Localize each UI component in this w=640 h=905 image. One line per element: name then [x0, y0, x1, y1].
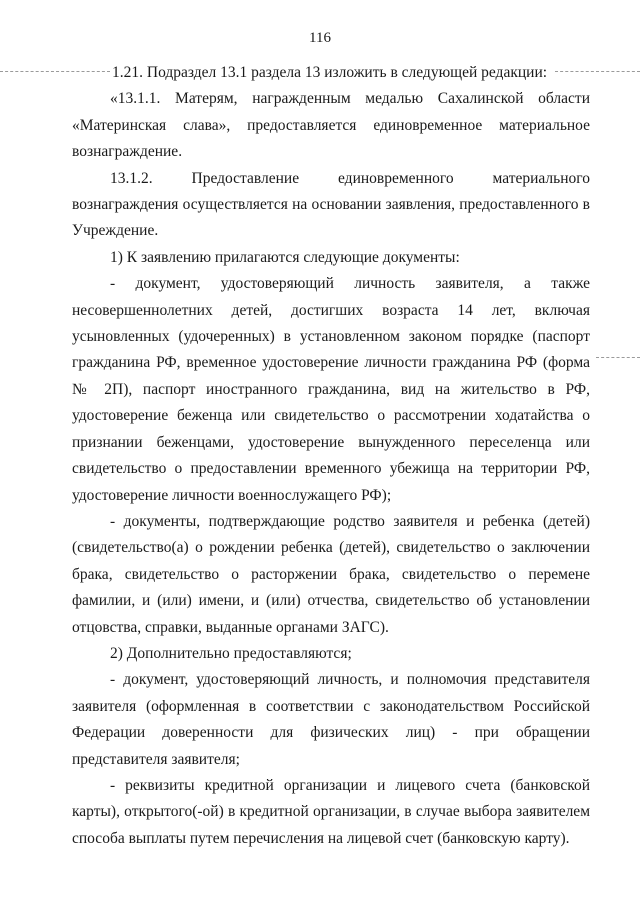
- paragraph-identity-documents: - документ, удостоверяющий личность заявителя, а также несовершеннолетних детей, достигших возраста 14 лет, включая усыновленных (удочеренных) в установленном законом порядке (паспорт гражданина РФ, временное удостоверение личности гражданина РФ (форма № 2П), паспорт иностранного гражданина, вид на жительство в РФ, удостоверение беженца или свидетельство о рассмотрении ходатайства о признании беженцами, удостоверение вынужденного переселенца или свидетельство о предоставлении временного убежища на территории РФ, удостоверение личности военнослужащего РФ);: [72, 275, 590, 504]
- paragraph-representative-documents: - документ, удостоверяющий личность, и полномочия представителя заявителя (оформленная в соответствии с законодательством Российской Федерации доверенности для физических лиц) - при обращении представителя заявителя;: [72, 671, 590, 768]
- paragraph-kinship-documents: - документы, подтверждающие родство заявителя и ребенка (детей) (свидетельство(а) о рождении ребенка (детей), свидетельство о заключении брака, свидетельство о расторжении брака, свидетельство о перемене фамилии, и (или) имени, и (или) отчества, свидетельство об установлении отцовства, справки, выданные органами ЗАГС).: [72, 512, 590, 636]
- document-body: [72, 60, 590, 852]
- paragraph-bank-details: - реквизиты кредитной организации и лицевого счета (банковской карты), открытого(-ой) в кредитной организации, в случае выбора заявителем способа выплаты путем перечисления на лицевой счет (банковскую карту).: [72, 776, 590, 847]
- paragraph-13-1-2: 13.1.2. Предоставление единовременного материального вознаграждения осуществляется на основании заявления, предоставленного в Учреждение.: [72, 169, 590, 240]
- paragraph-documents-list-intro: 1) К заявлению прилагаются следующие документы:: [110, 248, 460, 266]
- paragraph-13-1-1: «13.1.1. Матерям, награжденным медалью Сахалинской области «Материнская слава», предоставляется единовременное материальное вознаграждение.: [72, 90, 590, 161]
- paragraph-additional-intro: 2) Дополнительно предоставляются;: [110, 644, 352, 662]
- paragraph-amendment-intro: 1.21. Подраздел 13.1 раздела 13 изложить в следующей редакции:: [112, 64, 548, 81]
- page-number: 116: [309, 30, 331, 46]
- scan-artifact-line: [596, 357, 640, 358]
